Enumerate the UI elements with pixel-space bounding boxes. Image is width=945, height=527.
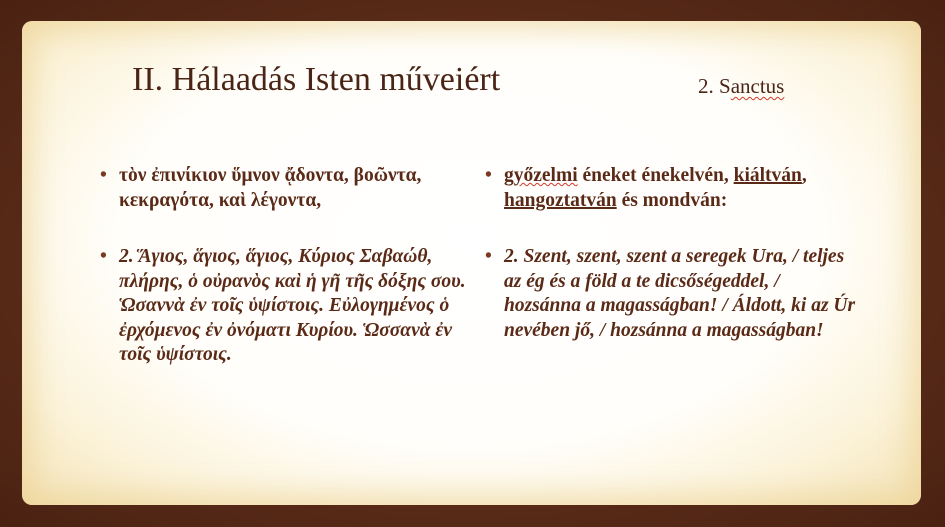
slide-subtitle: [698, 74, 784, 99]
greek-bullet-2-text: 2. Ἅγιος, ἅγιος, ἅγιος, Κύριος Σαβαώθ, πλήρης, ὁ οὐρανὸς καὶ ἡ γῆ τῆς δόξης σου. Ὡσαννὰ ἐν τοῖς ὑψίστοις. Εὐλογημένος ὁ ἐρχόμενος ἐν ὀνόματι Κυρίου. Ὡσσανὰ ἐν τοῖς ὑψίστοις.: [119, 246, 466, 365]
hungarian-bullet-1: [485, 164, 860, 213]
underlined-word-kialtvan: kiáltván: [733, 165, 802, 186]
hungarian-bullet-2-text: 2. Szent, szent, szent a seregek Ura, / teljes az ég és a föld a te dicsőségeddel, / hozsánna a magasságban! / Áldott, ki az Úr nevében jő, / hozsánna a magasságban!: [504, 246, 856, 341]
hungarian-text-segment: éneket énekelvén,: [577, 165, 734, 186]
hungarian-text-column: [485, 164, 860, 343]
greek-bullet-2: [100, 245, 470, 368]
greek-text-column: [100, 164, 470, 368]
hungarian-text-segment: és mondván:: [616, 189, 728, 211]
slide-title: II. Hálaadás Isten műveiért: [132, 61, 501, 98]
bullet-icon: •: [100, 165, 107, 186]
underlined-word-hangoztatvan: hangoztatván: [504, 189, 617, 211]
subtitle-prefix: 2. S: [698, 74, 731, 98]
spellcheck-word-gyozelmi: győzelmi: [504, 165, 578, 186]
bullet-icon: •: [485, 246, 492, 267]
greek-bullet-1-text: τὸν ἐπινίκιον ὕμνον ᾄδοντα, βοῶντα, κεκραγότα, καὶ λέγοντα,: [119, 165, 422, 211]
slide: [22, 21, 921, 505]
bullet-icon: •: [100, 246, 107, 267]
hungarian-bullet-2: [485, 245, 860, 343]
bullet-icon: •: [485, 165, 492, 186]
greek-bullet-1: [100, 164, 470, 213]
hungarian-text-segment: ,: [801, 165, 807, 186]
subtitle-spellcheck-word: anctus: [730, 74, 785, 98]
